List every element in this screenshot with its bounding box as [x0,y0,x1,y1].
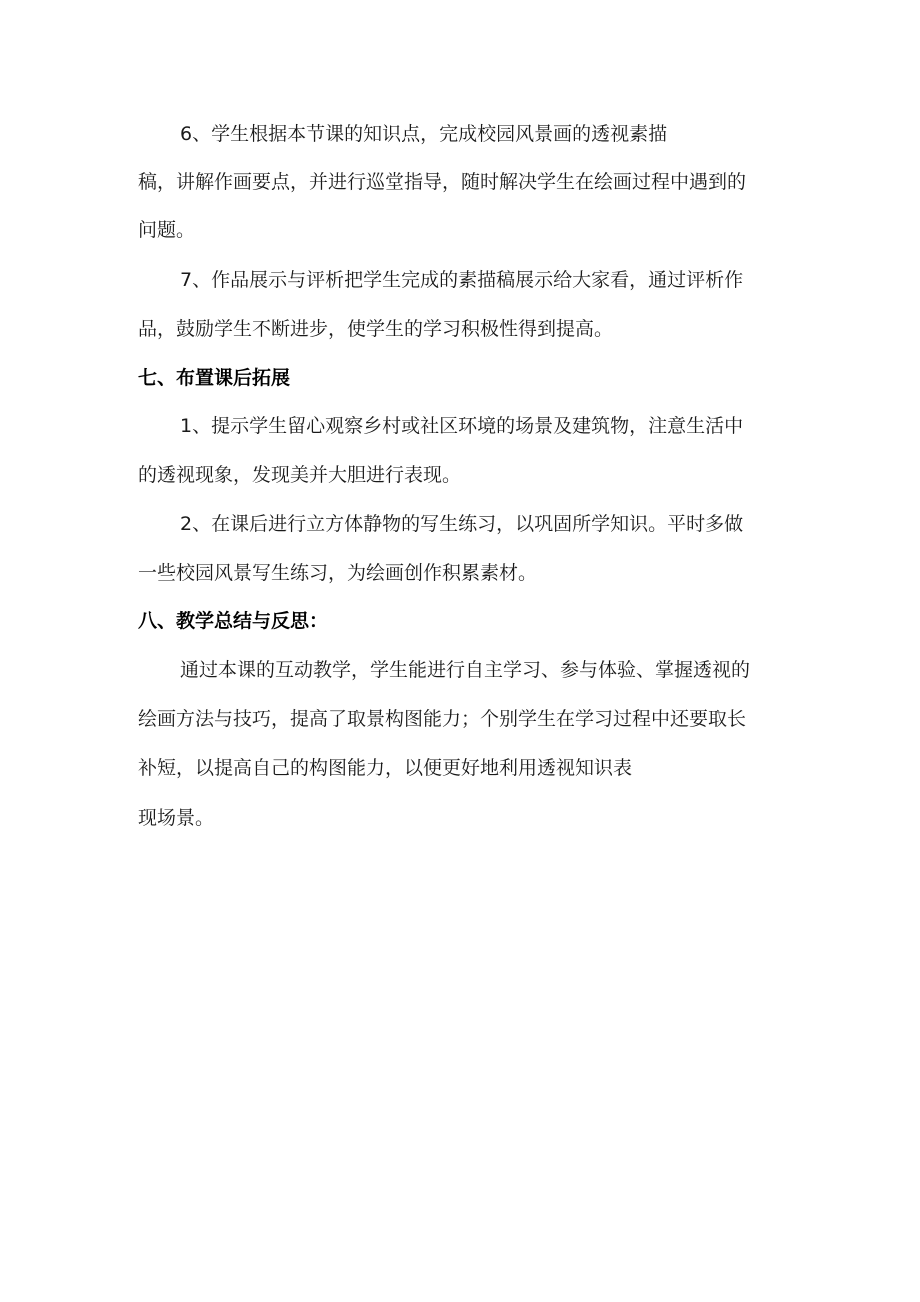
task-1-line-1: 1、提示学生留心观察乡村或社区环境的场景及建筑物，注意生活中 [180,415,744,437]
paragraph-6-line-1: 6、学生根据本节课的知识点，完成校园风景画的透视素描 [180,123,668,145]
summary-line-1: 通过本课的互动教学，学生能进行自主学习、参与体验、掌握透视的 [180,659,751,681]
paragraph-7-line-1: 7、作品展示与评析把学生完成的素描稿展示给大家看，通过评析作 [180,269,744,291]
paragraph-6-line-2: 稿，讲解作画要点，并进行巡堂指导，随时解决学生在绘画过程中遇到的 [138,171,747,193]
task-2-line-1: 2、在课后进行立方体静物的写生练习，以巩固所学知识。平时多做 [180,513,744,535]
section-heading-8: 八、教学总结与反思： [138,610,329,632]
task-1-line-2: 的透视现象，发现美并大胆进行表现。 [138,464,462,486]
summary-line-4: 现场景。 [138,807,215,829]
paragraph-6-line-3: 问题。 [138,219,196,241]
section-heading-7: 七、布置课后拓展 [138,367,291,389]
summary-line-2: 绘画方法与技巧，提高了取景构图能力；个别学生在学习过程中还要取长 [138,708,747,730]
summary-line-3: 补短，以提高自己的构图能力，以便更好地利用透视知识表 [138,757,633,779]
task-2-line-2: 一些校园风景写生练习，为绘画创作积累素材。 [138,562,538,584]
paragraph-7-line-2: 品，鼓励学生不断进步，使学生的学习积极性得到提高。 [138,318,614,340]
